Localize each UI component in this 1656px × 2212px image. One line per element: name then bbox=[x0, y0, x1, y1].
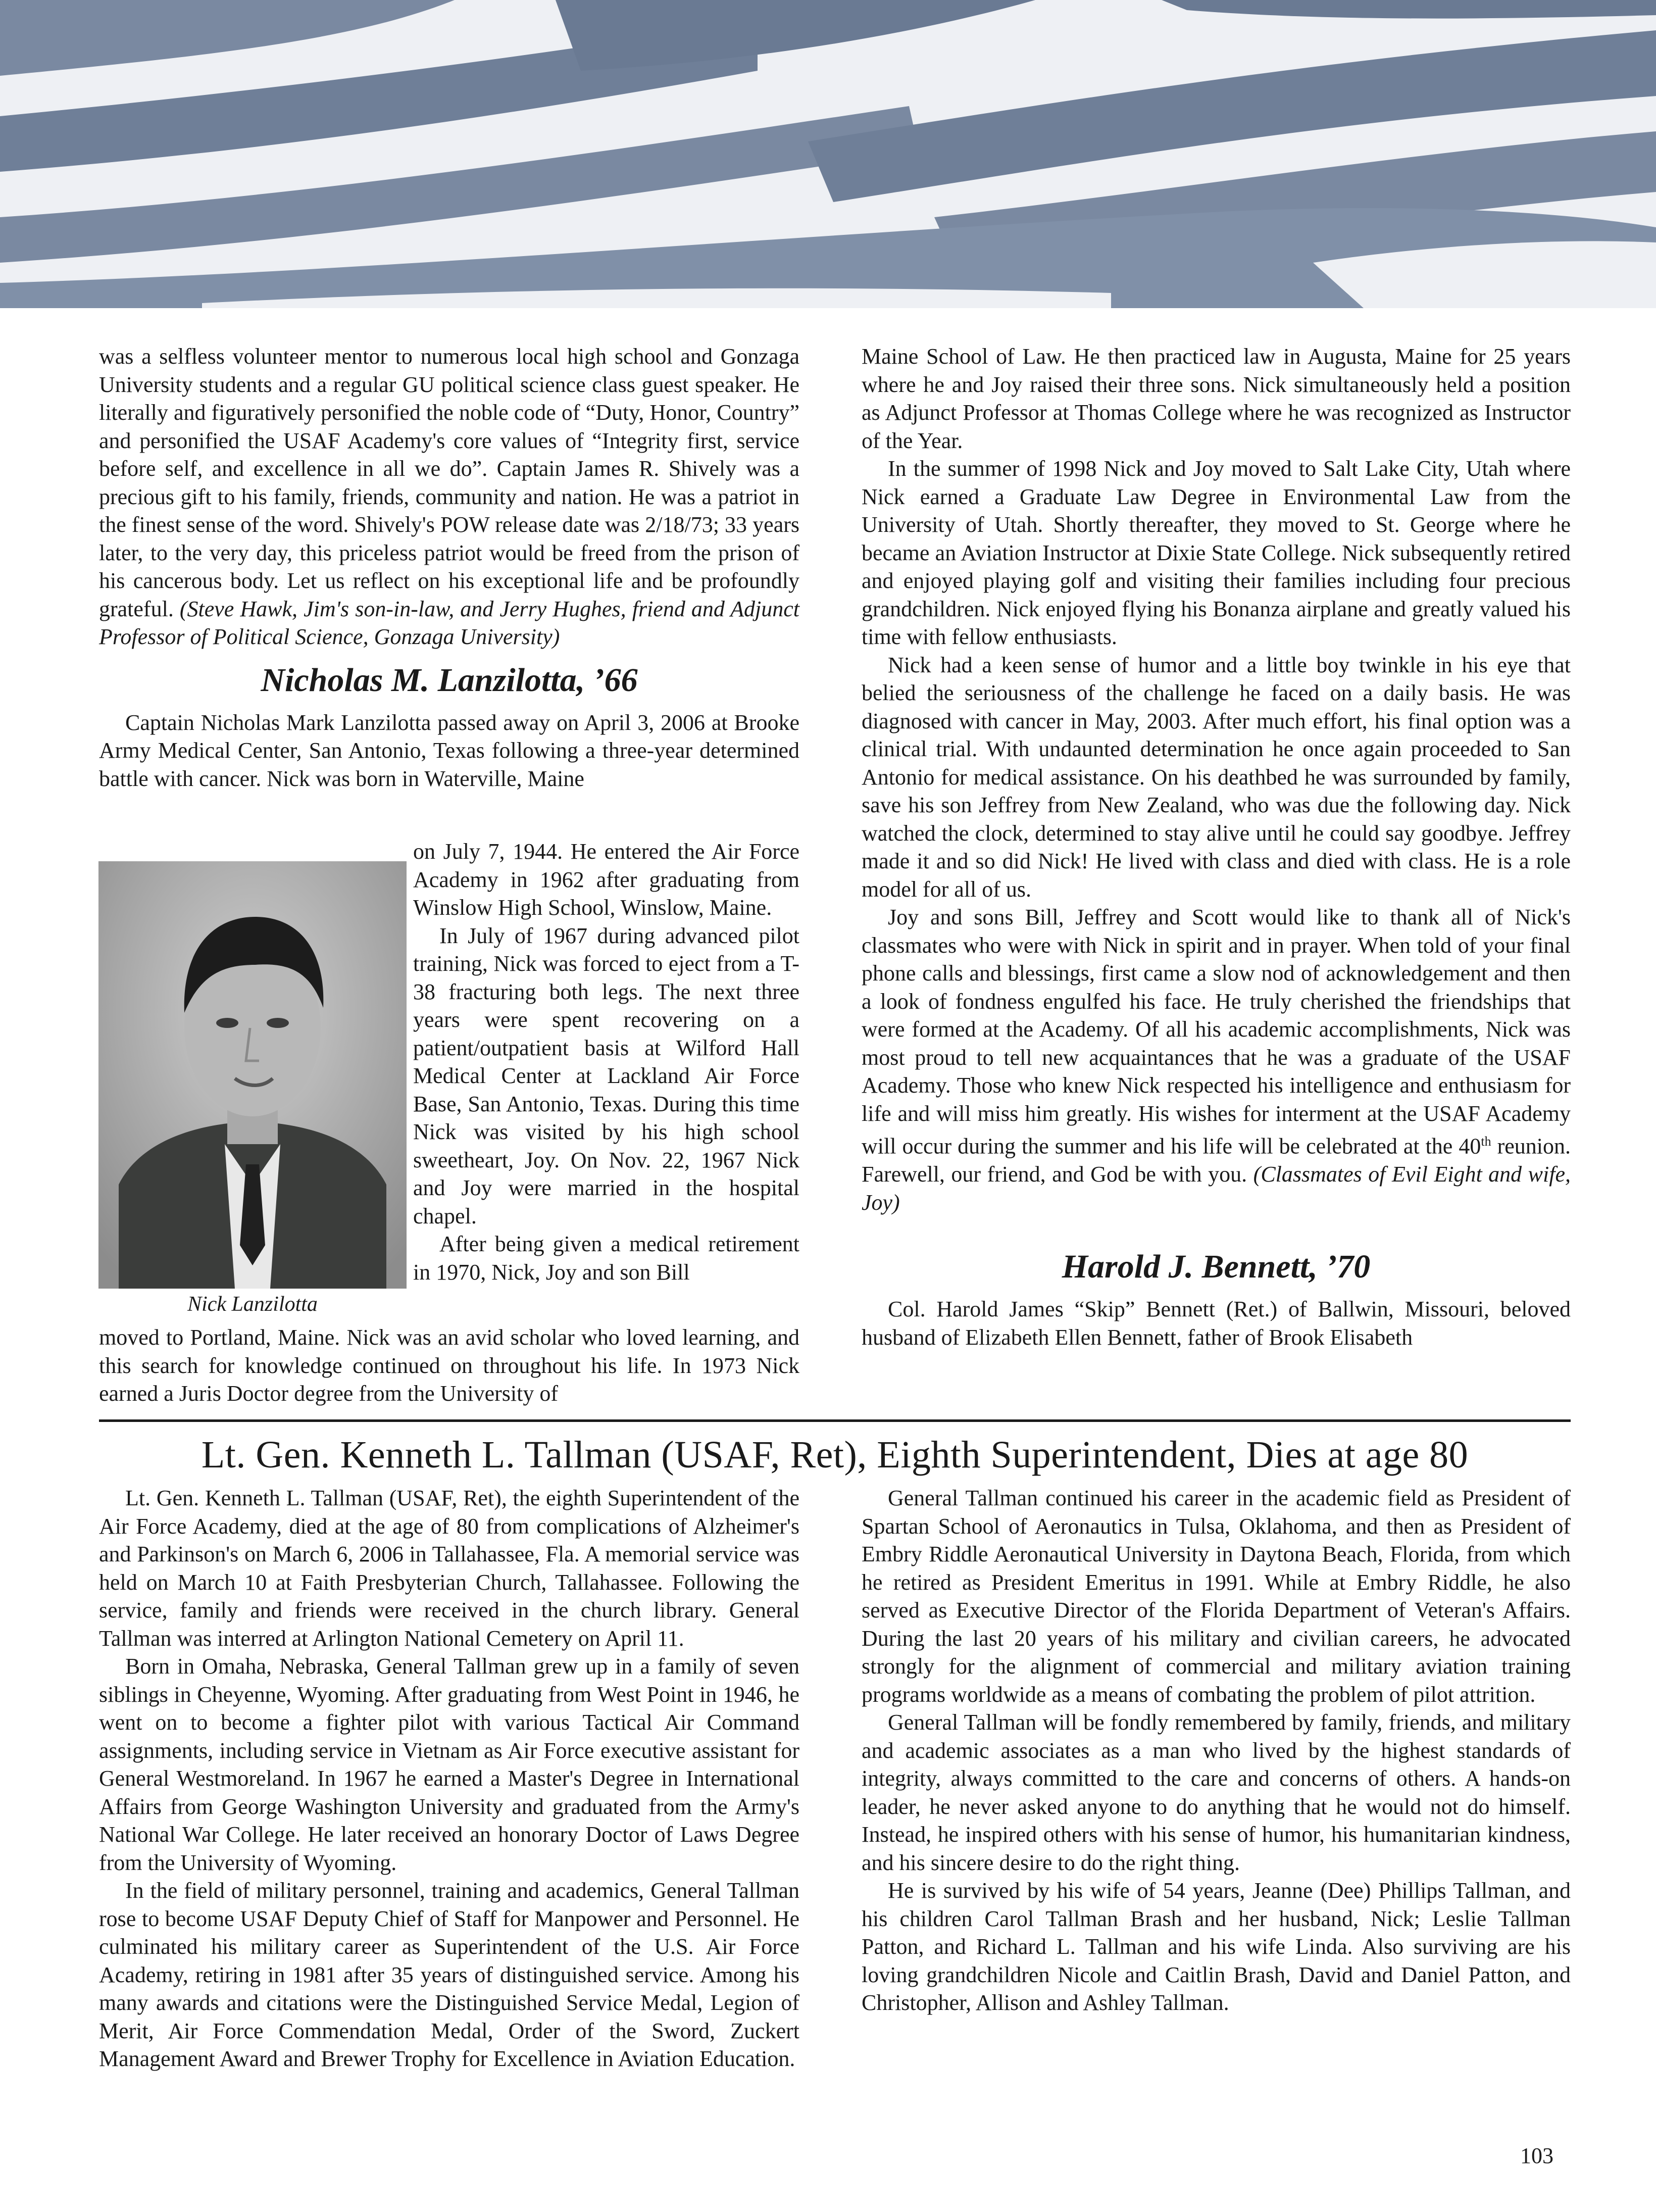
lanzilotta-attribution: (Classmates of Evil Eight and wife, Joy) bbox=[862, 1162, 1571, 1215]
lanzilotta-continued: moved to Portland, Maine. Nick was an avid scholar who loved learning, and this search for knowledge continued on throughout his life. In 1973 Nick earned a Juris Doctor degree from the University of bbox=[99, 1325, 799, 1406]
lanzilotta-right-p3: Nick had a keen sense of humor and a little boy twinkle in his eye that belied the seriousness of the challenge he faced on a daily basis. He was diagnosed with cancer in May, 2003. After much effort, his final option was a clinical trial. With undaunted determination he once again proceeded to San Antonio for medical assistance. On his deathbed he was surrounded by family, save his son Jeffrey from New Zealand, who was due the following day. Nick watched the clock, determined to stay alive until he could say goodbye. Jeffrey made it and so did Nick! He lived with class and died with class. He is a role model for all of us. bbox=[862, 652, 1571, 902]
ordinal-suffix: th bbox=[1481, 1134, 1491, 1149]
lanzilotta-right-p2: In the summer of 1998 Nick and Joy moved to Salt Lake City, Utah where Nick earned a Graduate Law Degree in Environmental Law from the University of Utah. Shortly thereafter, they moved to St. George where he became an Aviation Instructor at Dixie State College. Nick subsequently retired and enjoyed playing golf and visiting their families including four precious grandchildren. Nick enjoyed flying his Bonanza airplane and greatly valued his time with fellow enthusiasts. bbox=[862, 456, 1571, 649]
lanzilotta-wrap-text bbox=[413, 838, 799, 1286]
lanzilotta-right-p4-text: Joy and sons Bill, Jeffrey and Scott would like to thank all of Nick's classmates who were with Nick in spirit and in prayer. When told of your final phone calls and blessings, first came a slow nod of acknowledgement and then a look of fondness engulfed his face. He truly cherished the friendships that were formed at the Academy. Of all his academic accomplishments, Nick was most proud to tell new acquaintances that he was a graduate of the USAF Academy. Those who knew Nick respected his intelligence and enthusiasm for life and will miss him greatly. His wishes for interment at the USAF Academy will occur during the summer and his life will be celebrated at the 40 bbox=[862, 905, 1571, 1159]
section-rule bbox=[99, 1419, 1571, 1422]
shively-attribution: (Steve Hawk, Jim's son-in-law, and Jerry Hughes, friend and Adjunct Professor of Political Science, Gonzaga University) bbox=[99, 596, 799, 649]
lanzilotta-wrap-3: After being given a medical retirement in 1970, Nick, Joy and son Bill bbox=[413, 1232, 799, 1285]
lanzilotta-intro: Captain Nicholas Mark Lanzilotta passed away on April 3, 2006 at Brooke Army Medical Center, San Antonio, Texas following a three-year determined battle with cancer. Nick was born in Waterville, Maine bbox=[99, 710, 799, 791]
tallman-right-p1: General Tallman continued his career in the academic field as President of Spartan School of Aeronautics in Tulsa, Oklahoma, and then as President of Embry Riddle Aeronautical University in Daytona Beach, Florida, from which he retired as President Emeritus in 1991. While at Embry Riddle, he also served as Executive Director of the Florida Department of Veteran's Affairs. During the last 20 years of his military and civilian careers, he advocated strongly for the alignment of commercial and military aviation training programs worldwide as a means of combating the problem of pilot attrition. bbox=[862, 1486, 1571, 1707]
photo-caption: Nick Lanzilotta bbox=[187, 1293, 318, 1316]
tallman-left-p3: In the field of military personnel, training and academics, General Tallman rose to become USAF Deputy Chief of Staff for Manpower and Personnel. He culminated his military career as Superintendent of the U.S. Air Force Academy, retiring in 1981 after 35 years of distinguished service. Among his many awards and citations were the Distinguished Service Medal, Legion of Merit, Air Force Commendation Medal, Order of the Sword, Zuckert Management Award and Brewer Trophy for Excellence in Aviation Education. bbox=[99, 1878, 799, 2071]
tallman-left-p2: Born in Omaha, Nebraska, General Tallman grew up in a family of seven siblings in Cheyenne, Wyoming. After graduating from West Point in 1946, he went on to become a fighter pilot with various Tactical Air Command assignments, including service in Vietnam as Air Force executive assistant for General Westmoreland. In 1967 he earned a Master's Degree in International Affairs from George Washington University and graduated from the Army's National War College. He later received an honorary Doctor of Laws Degree from the University of Wyoming. bbox=[99, 1654, 799, 1875]
lanzilotta-photo bbox=[98, 861, 407, 1289]
tallman-headline: Lt. Gen. Kenneth L. Tallman (USAF, Ret), Eighth Superintendent, Dies at age 80 bbox=[201, 1434, 1469, 1476]
lanzilotta-wrap-2: In July of 1967 during advanced pilot training, Nick was forced to eject from a T-38 fracturing both legs. The next three years were spent recovering on a patient/outpatient basis at Wilford Hall Medical Center at Lackland Air Force Base, San Antonio, Texas. During this time Nick was visited by his high school sweetheart, Joy. On Nov. 22, 1967 Nick and Joy were married in the hospital chapel. bbox=[413, 923, 799, 1228]
tallman-right-p2: General Tallman will be fondly remembered by family, friends, and military and academic associates as a man who lived by the highest standards of integrity, always committed to the care and concerns of others. A hands-on leader, he never asked anyone to do anything that he would not do himself. Instead, he inspired others with his sense of humor, his humanitarian kindness, and his sincere desire to do the right thing. bbox=[862, 1710, 1571, 1875]
lanzilotta-heading: Nicholas M. Lanzilotta, ’66 bbox=[261, 661, 638, 699]
lanzilotta-right-p4 bbox=[862, 903, 1571, 1216]
flag-banner-image bbox=[0, 0, 1656, 308]
bennett-heading: Harold J. Bennett, ’70 bbox=[1062, 1248, 1371, 1286]
top-left-column bbox=[99, 342, 799, 793]
page-number: 103 bbox=[1520, 2143, 1553, 2168]
top-right-column bbox=[862, 342, 1571, 1351]
tallman-right-p3: He is survived by his wife of 54 years, Jeanne (Dee) Phillips Tallman, and his children Carol Tallman Brash and her husband, Nick; Leslie Tallman Patton, and Richard L. Tallman and his wife Linda. Also surviving are his loving grandchildren Nicole and Caitlin Brash, David and Daniel Patton, and Christopher, Allison and Ashley Tallman. bbox=[862, 1878, 1571, 2015]
lanzilotta-right-p4-text-end: reunion. Farewell, our friend, and God be with you. bbox=[862, 1134, 1571, 1187]
lanzilotta-wrap-1: on July 7, 1944. He entered the Air Force Academy in 1962 after graduating from Winslow High School, Winslow, Maine. bbox=[413, 839, 799, 920]
bennett-paragraph: Col. Harold James “Skip” Bennett (Ret.) of Ballwin, Missouri, beloved husband of Elizabeth Ellen Bennett, father of Brook Elisabeth bbox=[862, 1297, 1571, 1350]
tallman-right-column bbox=[862, 1484, 1571, 2017]
shively-paragraph bbox=[99, 342, 799, 651]
lanzilotta-continued-column bbox=[99, 1323, 799, 1408]
tallman-left-column bbox=[99, 1484, 799, 2073]
shively-text: was a selfless volunteer mentor to numerous local high school and Gonzaga University students and a regular GU political science class guest speaker. He literally and figuratively personified the noble code of “Duty, Honor, Country” and personified the USAF Academy's core values of “Integrity first, service before self, and excellence in all we do”. Captain James R. Shively was a precious gift to his family, friends, community and nation. He was a patriot in the finest sense of the word. Shively's POW release date was 2/18/73; 33 years later, to the very day, this priceless patriot would be freed from the prison of his cancerous body. Let us reflect on his exceptional life and be profoundly grateful. bbox=[99, 344, 799, 621]
tallman-left-p1: Lt. Gen. Kenneth L. Tallman (USAF, Ret), the eighth Superintendent of the Air Force Academy, died at the age of 80 from complications of Alzheimer's and Parkinson's on March 6, 2006 in Tallahassee, Fla. A memorial service was held on March 10 at Faith Presbyterian Church, Tallahassee. Following the service, family and friends were received in the church library. General Tallman was interred at Arlington National Cemetery on April 11. bbox=[99, 1486, 799, 1651]
lanzilotta-right-p1: Maine School of Law. He then practiced law in Augusta, Maine for 25 years where he and Joy raised their three sons. Nick simultaneously held a position as Adjunct Professor at Thomas College where he was recognized as Instructor of the Year. bbox=[862, 344, 1571, 453]
